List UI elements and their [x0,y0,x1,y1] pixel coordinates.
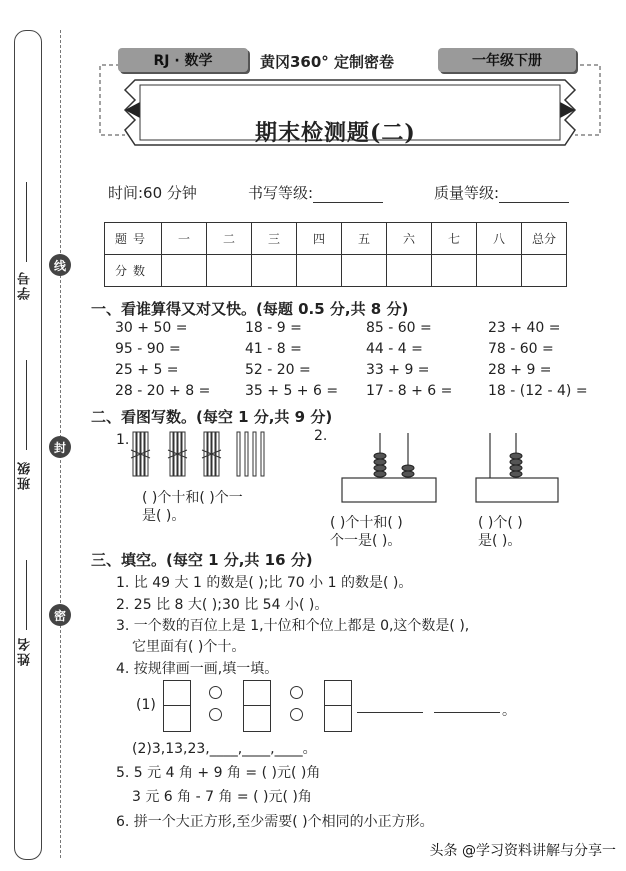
score-header-cell: 三 [252,223,297,255]
score-cell[interactable] [207,255,252,287]
q2-1-line2: 是( )。 [142,508,186,524]
pattern-rect [163,680,191,732]
q2-1-line1: ( )个十和( )个一 [142,490,243,506]
calc-item: 30 + 50 = [115,320,188,336]
grade-tag: 一年级下册 [438,48,576,72]
q2-2a-line1: ( )个十和( ) [330,515,403,531]
brand-name: 黄冈360° 定制密卷 [260,53,395,71]
subject-tag: RJ · 数学 [118,48,248,72]
score-cell[interactable] [297,255,342,287]
score-header-row [105,223,567,255]
name-label: 姓名 [18,636,33,666]
calc-item: 78 - 60 = [488,341,554,357]
calc-item: 85 - 60 = [366,320,432,336]
pattern-circle [290,686,303,699]
writing-grade [248,182,383,203]
score-header-cell: 四 [297,223,342,255]
pattern-period: 。 [502,703,516,719]
score-header-cell: 八 [477,223,522,255]
sticks-picture [130,430,280,480]
calc-item: 41 - 8 = [245,341,302,357]
seal-line: 线 [49,254,71,276]
watermark: 头条 @学习资料讲解与分享一 [429,843,616,859]
section3-title: 三、填空。(每空 1 分,共 16 分) [91,551,313,569]
pattern-rect [324,680,352,732]
score-value-row [105,255,567,287]
q3-2: 2. 25 比 8 大( );30 比 54 小( )。 [116,597,329,613]
pattern-circle [290,708,303,721]
calc-item: 18 - (12 - 4) = [488,383,588,399]
score-header-cell: 一 [162,223,207,255]
score-cell[interactable] [522,255,567,287]
abacus-pictures [338,425,588,505]
q3-6: 6. 拼一个大正方形,至少需要( )个相同的小正方形。 [116,814,434,830]
score-cell[interactable] [252,255,297,287]
q3-3-line2: 它里面有( )个十。 [132,639,246,655]
q2-2-number: 2. [314,428,328,444]
calc-item: 52 - 20 = [245,362,311,378]
binding-strip [14,30,42,860]
calc-item: 17 - 8 + 6 = [366,383,453,399]
score-table [104,222,567,287]
calc-item: 25 + 5 = [115,362,179,378]
q3-4: 4. 按规律画一画,填一填。 [116,661,279,677]
q2-1-number: 1. [116,432,130,448]
time-info: 时间:60 分钟 [108,184,197,202]
student-id-line [26,182,27,262]
section2-title: 二、看图写数。(每空 1 分,共 9 分) [91,408,333,426]
score-header-cell: 题号 [105,223,162,255]
q3-3-line1: 3. 一个数的百位上是 1,十位和个位上都是 0,这个数是( ), [116,618,470,634]
seal-secret: 密 [49,604,71,626]
calc-item: 95 - 90 = [115,341,181,357]
calc-item: 44 - 4 = [366,341,423,357]
q2-2b-line1: ( )个( ) [478,515,523,531]
calc-item: 28 - 20 + 8 = [115,383,211,399]
quality-grade-blank[interactable] [499,186,569,203]
pattern-blank[interactable] [434,712,500,713]
pattern-circle [209,686,222,699]
calc-item: 35 + 5 + 6 = [245,383,339,399]
q3-4-1-label: (1) [136,697,156,713]
q3-1: 1. 比 49 大 1 的数是( );比 70 小 1 的数是( )。 [116,575,413,591]
q3-5-line1: 5. 5 元 4 角 + 9 角 = ( )元( )角 [116,765,321,781]
section1-title: 一、看谁算得又对又快。(每题 0.5 分,共 8 分) [91,300,409,318]
writing-grade-blank[interactable] [313,186,383,203]
calc-item: 23 + 40 = [488,320,561,336]
q2-2b-line2: 是( )。 [478,533,522,549]
class-label: 班级 [18,460,33,490]
score-row-label: 分数 [105,255,162,287]
score-cell[interactable] [477,255,522,287]
calc-item: 33 + 9 = [366,362,430,378]
quality-grade-label: 质量等级: [434,184,500,202]
class-line [26,360,27,450]
calc-item: 18 - 9 = [245,320,302,336]
score-header-cell: 六 [387,223,432,255]
score-header-cell: 总分 [522,223,567,255]
name-line [26,560,27,630]
q3-4-2: (2)3,13,23,____,____,____。 [132,741,317,757]
writing-grade-label: 书写等级: [248,184,314,202]
pattern-circle [209,708,222,721]
pattern-rect [243,680,271,732]
seal-seal: 封 [49,436,71,458]
student-id-label: 学号 [18,270,33,300]
page-title: 期末检测题(二) [255,120,416,146]
score-cell[interactable] [162,255,207,287]
q3-5-line2: 3 元 6 角 - 7 角 = ( )元( )角 [132,789,312,805]
pattern-blank[interactable] [357,712,423,713]
score-cell[interactable] [387,255,432,287]
score-cell[interactable] [342,255,387,287]
q2-2a-line2: 个一是( )。 [330,533,402,549]
score-header-cell: 二 [207,223,252,255]
score-header-cell: 五 [342,223,387,255]
score-header-cell: 七 [432,223,477,255]
quality-grade [434,182,569,203]
score-cell[interactable] [432,255,477,287]
calc-item: 28 + 9 = [488,362,552,378]
